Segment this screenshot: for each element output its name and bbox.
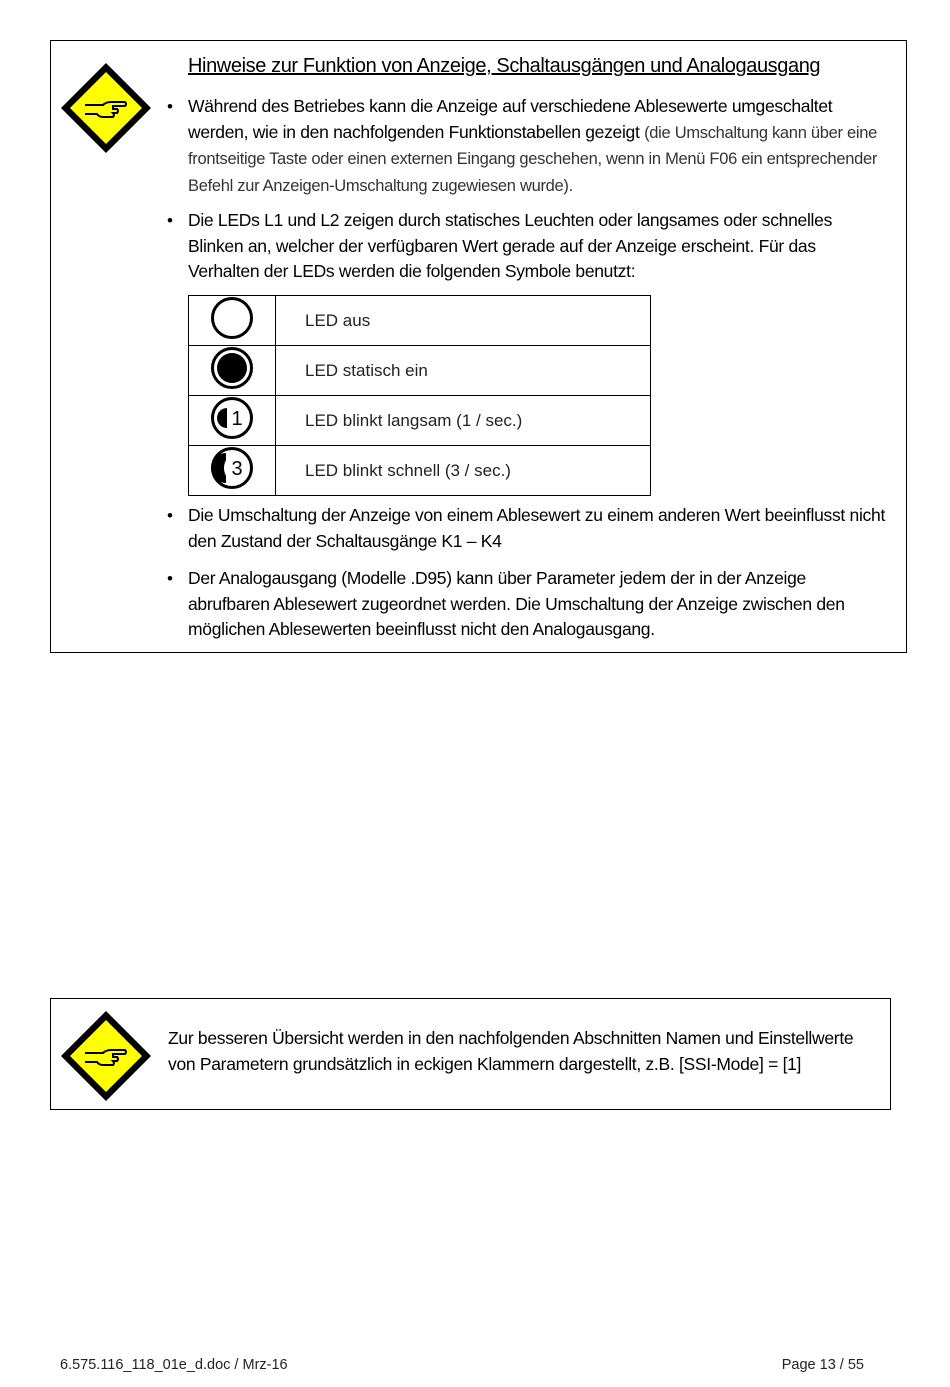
note-box-function: [50, 40, 907, 653]
paragraph-led-behaviour: [167, 208, 888, 285]
led-on-icon: [210, 346, 254, 390]
led-symbol-table: [188, 295, 651, 496]
led-label: LED blinkt langsam (1 / sec.): [276, 396, 651, 446]
pointing-hand-warning-icon: [59, 1009, 153, 1103]
paragraph-text: Der Analogausgang (Modelle .D95) kann über Parameter jedem der in der Anzeige abrufbaren Ablesewert zugeordnet werden. Die Umschaltung der Anzeige zwischen den möglichen Ablesewerten beeinflusst nicht den Analogausgang.: [188, 568, 845, 639]
led-blink-fast-icon: [210, 446, 254, 490]
bullet: •: [167, 569, 173, 588]
led-label: LED aus: [276, 296, 651, 346]
footer-page-number: Page 13 / 55: [781, 1357, 864, 1373]
note-box-brackets: [50, 998, 891, 1110]
led-label: LED statisch ein: [276, 346, 651, 396]
table-row: [189, 346, 651, 396]
note-text: Zur besseren Übersicht werden in den nachfolgenden Abschnitten Namen und Einstellwerte von Parametern grundsätzlich in eckigen Klammern dargestellt, z.B. [SSI-Mode] = [1]: [168, 1028, 854, 1074]
table-row: [189, 446, 651, 496]
led-off-icon: [210, 296, 254, 340]
blink-digit: 3: [231, 458, 243, 480]
blink-digit: 1: [231, 408, 243, 430]
footer-document-id: 6.575.116_118_01e_d.doc / Mrz-16: [60, 1357, 288, 1373]
paragraph-switching-outputs: [167, 503, 888, 554]
bullet: •: [167, 97, 173, 116]
bullet: •: [167, 211, 173, 230]
bullet: •: [167, 506, 173, 525]
paragraph-analog-output: [167, 566, 888, 643]
led-label: LED blinkt schnell (3 / sec.): [276, 446, 651, 496]
paragraph-text: Die LEDs L1 und L2 zeigen durch statisches Leuchten oder langsames oder schnelles Blinken an, welcher der verfügbaren Wert gerade auf der Anzeige erscheint. Für das Verhalten der LEDs werden die folgenden Symbole benutzt:: [188, 210, 833, 281]
pointing-hand-warning-icon: [59, 61, 153, 155]
table-row: [189, 396, 651, 446]
paragraph-normal-text: (die Umschaltung kann über eine frontseitige Taste oder einen externen Eingang geschehen, wenn in Menü F06 ein entsprechender Befehl zur Anzeigen-Umschaltung zugewiesen wurde).: [188, 123, 878, 195]
paragraph-display-switching: [167, 94, 888, 199]
table-row: [189, 296, 651, 346]
paragraph-text: Die Umschaltung der Anzeige von einem Ablesewert zu einem anderen Wert beeinflusst nicht den Zustand der Schaltausgänge K1 – K4: [188, 505, 886, 551]
paragraph-bold-text: Während des Betriebes kann die Anzeige auf verschiedene Ablesewerte umgeschaltet werden, wie in den nachfolgenden Funktionstabellen gezeigt: [188, 96, 833, 142]
note-title: Hinweise zur Funktion von Anzeige, Schaltausgängen und Analogausgang: [188, 55, 821, 77]
led-blink-slow-icon: [210, 396, 254, 440]
